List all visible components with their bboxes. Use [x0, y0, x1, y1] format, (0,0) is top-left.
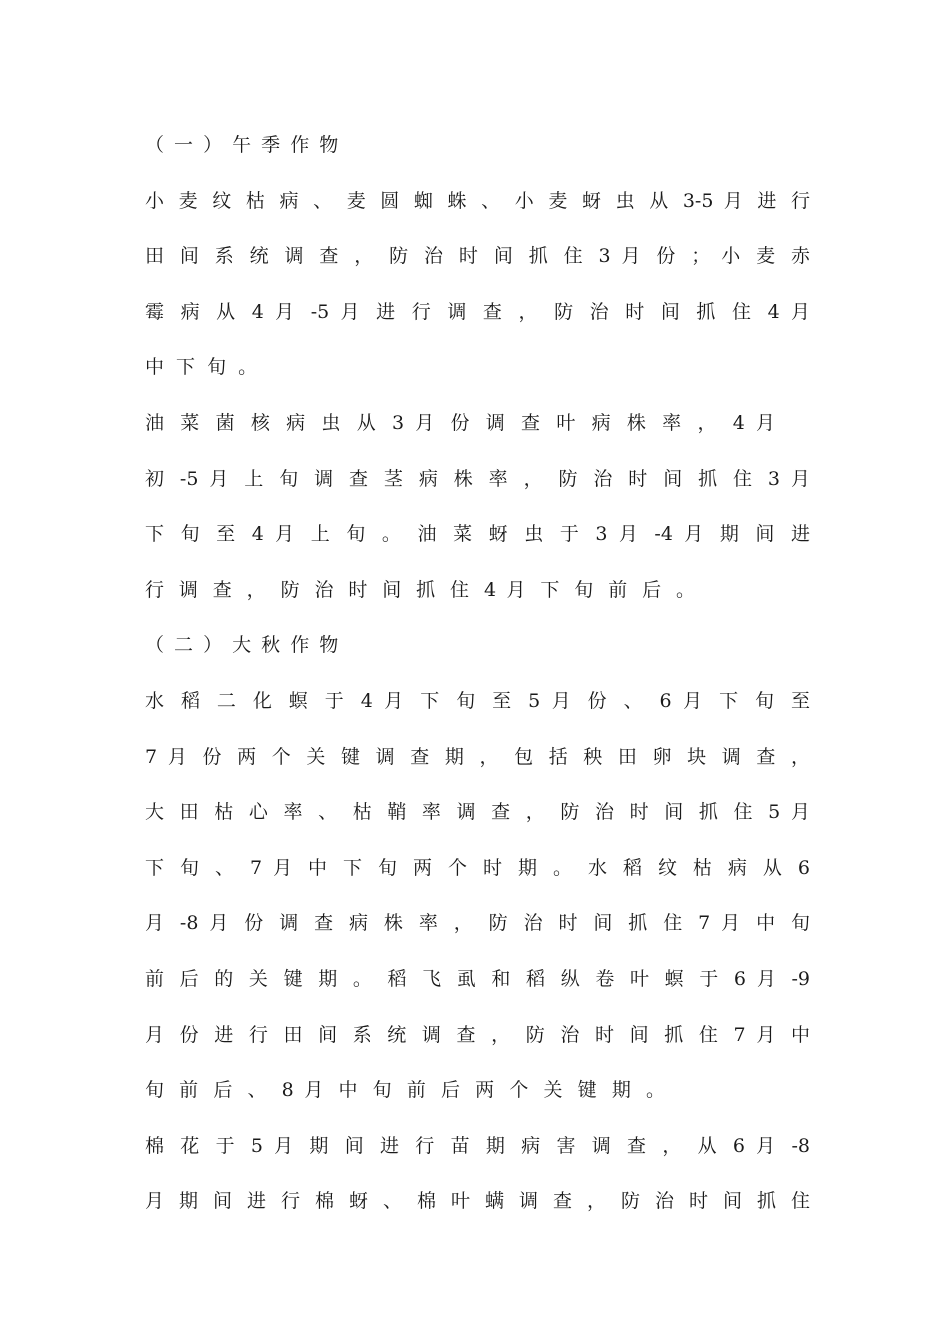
- paragraph-line: 水 稻 二 化 螟 于 4 月 下 旬 至 5 月 份 、 6 月 下 旬 至: [145, 690, 810, 712]
- paragraph-line: 油 菜 菌 核 病 虫 从 3 月 份 调 查 叶 病 株 率 ， 4 月: [145, 412, 775, 434]
- paragraph-line: 中 下 旬 。: [145, 356, 261, 378]
- paragraph-line: 月 期 间 进 行 棉 蚜 、 棉 叶 螨 调 查 ， 防 治 时 间 抓 住: [145, 1190, 810, 1212]
- paragraph-line: 小 麦 纹 枯 病 、 麦 圆 蜘 蛛 、 小 麦 蚜 虫 从 3-5 月 进 行: [145, 190, 810, 212]
- paragraph-line: 霉 病 从 4 月 -5 月 进 行 调 查 ， 防 治 时 间 抓 住 4 月: [145, 301, 810, 323]
- paragraph-line: 田 间 系 统 调 查 ， 防 治 时 间 抓 住 3 月 份 ； 小 麦 赤: [145, 245, 810, 267]
- paragraph-line: 行 调 查 ， 防 治 时 间 抓 住 4 月 下 旬 前 后 。: [145, 579, 695, 601]
- paragraph-line: 月 份 进 行 田 间 系 统 调 查 ， 防 治 时 间 抓 住 7 月 中: [145, 1024, 810, 1046]
- paragraph-line: 大 田 枯 心 率 、 枯 鞘 率 调 查 ， 防 治 时 间 抓 住 5 月: [145, 801, 810, 823]
- paragraph-line: 下 旬 、 7 月 中 下 旬 两 个 时 期 。 水 稻 纹 枯 病 从 6: [145, 857, 810, 879]
- paragraph-line: 7 月 份 两 个 关 键 调 查 期 ， 包 括 秧 田 卵 块 调 查 ，: [145, 746, 810, 768]
- paragraph-line: 月 -8 月 份 调 查 病 株 率 ， 防 治 时 间 抓 住 7 月 中 旬: [145, 912, 810, 934]
- section-heading-autumn-crops: （ 二 ） 大 秋 作 物: [145, 634, 341, 656]
- paragraph-line: 初 -5 月 上 旬 调 查 茎 病 株 率 ， 防 治 时 间 抓 住 3 月: [145, 468, 810, 490]
- paragraph-line: 前 后 的 关 键 期 。 稻 飞 虱 和 稻 纵 卷 叶 螟 于 6 月 -9: [145, 968, 810, 990]
- paragraph-line: 下 旬 至 4 月 上 旬 。 油 菜 蚜 虫 于 3 月 -4 月 期 间 进: [145, 523, 810, 545]
- paragraph-line: 旬 前 后 、 8 月 中 旬 前 后 两 个 关 键 期 。: [145, 1079, 665, 1101]
- paragraph-line: 棉 花 于 5 月 期 间 进 行 苗 期 病 害 调 查 ， 从 6 月 -8: [145, 1135, 810, 1157]
- section-heading-summer-crops: （ 一 ） 午 季 作 物: [145, 134, 341, 156]
